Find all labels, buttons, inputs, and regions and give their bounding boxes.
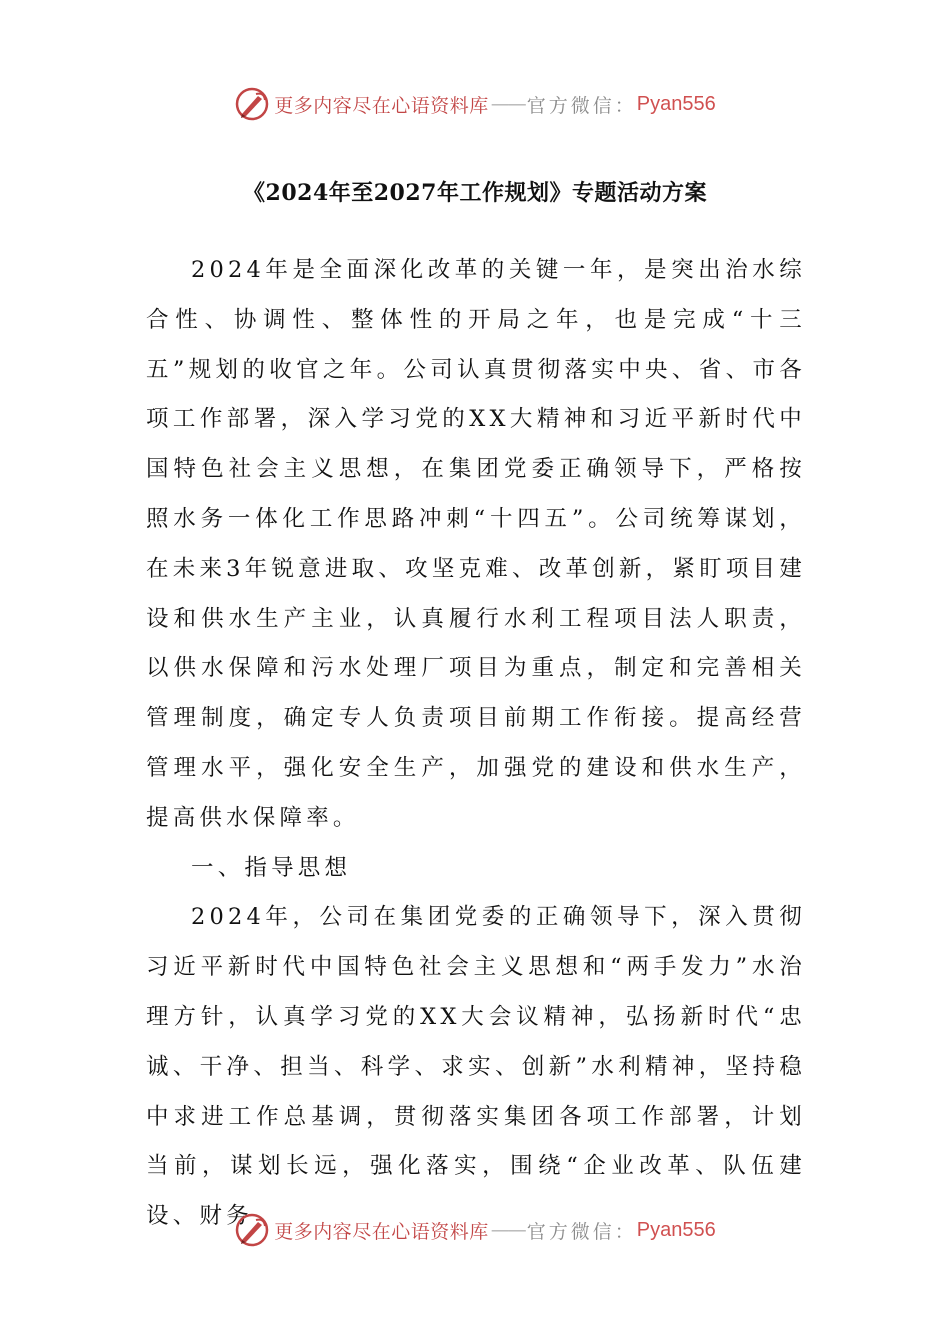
pen-logo-icon bbox=[234, 1212, 270, 1248]
watermark-official-label: 官方微信： bbox=[526, 94, 637, 117]
watermark-main-text: 更多内容尽在心语资料库 bbox=[274, 94, 489, 117]
document-title: 《2024年至2027年工作规划》专题活动方案 bbox=[243, 180, 707, 206]
watermark-banner-top bbox=[0, 82, 950, 126]
watermark-dash: —— bbox=[490, 1219, 525, 1241]
watermark-official-label: 官方微信： bbox=[526, 1220, 637, 1243]
intro-paragraph: 2024年是全面深化改革的关键一年，是突出治水综合性、协调性、整体性的开局之年，也是完成“十三五”规划的收官之年。公司认真贯彻落实中央、省、市各项工作部署，深入学习党的XX大精神和习近平新时代中国特色社会主义思想，在集团党委正确领导下，严格按照水务一体化工作思路冲刺“十四五”。公司统筹谋划，在未来3年锐意进取、攻坚克难、改革创新，紧盯项目建设和供水生产主业，认真履行水利工程项目法人职责，以供水保障和污水处理厂项目为重点，制定和完善相关管理制度，确定专人负责项目前期工作衔接。提高经营管理水平，强化安全生产，加强党的建设和供水生产，提高供水保障率。 bbox=[146, 257, 806, 831]
watermark-banner-bottom bbox=[0, 1208, 950, 1252]
watermark-wechat-id: Pyan556 bbox=[636, 1218, 716, 1241]
section-heading-guiding-thought: 一、指导思想 bbox=[191, 854, 352, 881]
watermark-dash: —— bbox=[490, 93, 525, 115]
guiding-thought-paragraph: 2024年，公司在集团党委的正确领导下，深入贯彻习近平新时代中国特色社会主义思想和“两手发力”水治理方针，认真学习党的XX大会议精神，弘扬新时代“忠诚、干净、担当、科学、求实、创新”水利精神，坚持稳中求进工作总基调，贯彻落实集团各项工作部署，计划当前，谋划长远，强化落实，围绕“企业改革、队伍建设、财务 bbox=[146, 904, 806, 1230]
pen-logo-icon bbox=[234, 86, 270, 122]
document-body bbox=[146, 246, 806, 1242]
watermark-main-text: 更多内容尽在心语资料库 bbox=[274, 1220, 489, 1243]
watermark-wechat-id: Pyan556 bbox=[636, 92, 716, 115]
